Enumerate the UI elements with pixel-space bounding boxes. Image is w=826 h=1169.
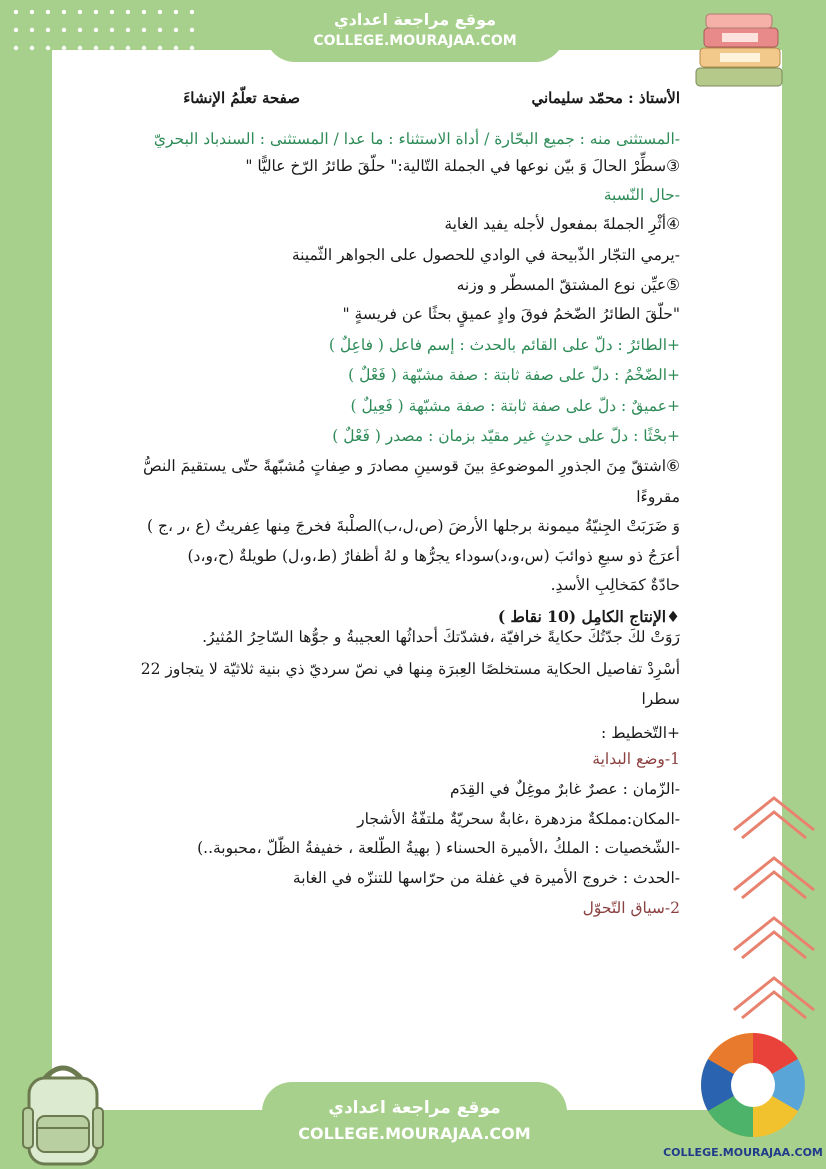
- frame-left: [0, 0, 52, 1169]
- text-line: -يرمي التجّار الذّبيحة في الوادي للحصول على الجواهر الثّمينة: [291, 246, 680, 264]
- text-line: -الحدث : خروج الأميرة في غفلة من حرّاسها للتنزّه في الغابة: [292, 869, 680, 887]
- text-line: أسْرِدْ تفاصيل الحكاية مستخلصًا العِبرَة مِنها في نصّ سرديّ ذي بنية ثلاثيّة لا يتجاوز 22: [140, 660, 680, 678]
- text-line: ④أثْرِ الجملةَ بمفعول لأجله يفيد الغاية: [444, 215, 680, 233]
- text-line: رَوَتْ لكَ جدّتُكَ حكايةً خرافيّة ،فشدّتكَ أحداثُها العجيبةُ و جوُّها السّاحِرُ المُثيرُ.: [202, 628, 680, 646]
- text-line: -الزّمان : عصرٌ غابرٌ موغِلٌ في القِدَم: [449, 780, 680, 798]
- books-icon: [690, 10, 788, 92]
- top-banner-title: موقع مراجعة اعدادي: [333, 10, 497, 29]
- decorative-dots: [8, 2, 208, 62]
- bottom-banner-title: موقع مراجعة اعدادي: [328, 1098, 501, 1118]
- text-line: ♦الإنتاج الكامِل (10 نقاط ): [497, 607, 680, 626]
- text-line: مقروءًا: [636, 488, 680, 506]
- text-line: "حلّقَ الطائرُ الضّخمُ فوقَ وادٍ عميقٍ بحثًا عن فريسةٍ ": [342, 305, 680, 323]
- text-line: ⑤عيِّن نوع المشتقّ المسطّر و وزنه: [456, 276, 680, 294]
- text-line: ③سطِّرْ الحالَ وَ بيّن نوعها في الجملة التّالية:" حلّقَ طائرُ الرّخ عاليًّا ": [245, 157, 680, 175]
- text-line: -حال النّسبة: [603, 186, 680, 204]
- text-line: سطرا: [641, 690, 680, 708]
- text-line: +عميقٌ : دلّ على صفة ثابتة : صفة مشبّهة ( فَعِيلٌ ): [350, 397, 680, 415]
- logo-url[interactable]: COLLEGE.MOURAJAA.COM: [663, 1146, 823, 1159]
- text-line: +التّخطيط :: [601, 724, 680, 742]
- text-line: -الشّخصيات : الملكُ ،الأميرة الحسناء ( بهيةُ الطّلعة ، خفيفةُ الظّلّ ،محبوبة..): [197, 839, 680, 857]
- text-line: +بحْثًا : دلّ على حدثٍ غير مقيّد بزمان : مصدر ( فَعْلٌ ): [332, 427, 680, 445]
- text-line: +الطائرُ : دلّ على القائم بالحدث : إسم فاعل ( فاعِلٌ ): [328, 336, 680, 354]
- bottom-banner-url[interactable]: COLLEGE.MOURAJAA.COM: [298, 1124, 531, 1143]
- text-line: وَ ضَرَبَتْ الجِنيّةُ ميمونة برجلها الأرضَ (ص،ل،ب)الصلْبةَ فخرجَ مِنها عِفريتٌ (ع ،ر ،ج ): [147, 517, 680, 535]
- text-line: 2-سياق التّحوّل: [582, 899, 680, 917]
- text-line: -المكان:مملكةٌ مزدهرة ،غابةٌ سحريّةٌ ملتفّةُ الأشجار: [357, 810, 680, 828]
- chevron-decoration-icon: [726, 790, 822, 1040]
- text-line: حادّةٌ كمَخالِبِ الأسدِ.: [550, 576, 680, 594]
- text-line: ⑥اشتقّ مِنَ الجذورِ الموضوعةِ بينَ قوسينِ مصادرَ و صِفاتٍ مُشبّهةً حتّى يستقيمَ النصُّ: [143, 457, 680, 475]
- backpack-icon: [15, 1058, 111, 1168]
- text-line: أعرَجُ ذو سبعِ ذوائبَ (س،و،د)سوداء يجرُّها و لهُ أظفارٌ (ط،و،ل) طويلةٌ (ح،و،د): [187, 547, 680, 565]
- text-line: -المستثنى منه : جميع البحّارة / أداة الاستثناء : ما عدا / المستثنى : السندباد البحريّ: [153, 130, 680, 148]
- text-line: +الضّخْمُ : دلّ على صفة ثابتة : صفة مشبّهة ( فَعْلٌ ): [348, 366, 680, 384]
- bottom-banner: [262, 1082, 567, 1169]
- site-logo-icon: [694, 1026, 812, 1144]
- top-banner-url[interactable]: COLLEGE.MOURAJAA.COM: [313, 33, 517, 49]
- page-title: صفحة تعلّمُ الإنشاءَ: [183, 89, 300, 107]
- teacher-name: الأستاذ : محمّد سليماني: [531, 89, 680, 107]
- top-banner: [265, 0, 565, 62]
- text-line: 1-وضع البداية: [592, 750, 680, 768]
